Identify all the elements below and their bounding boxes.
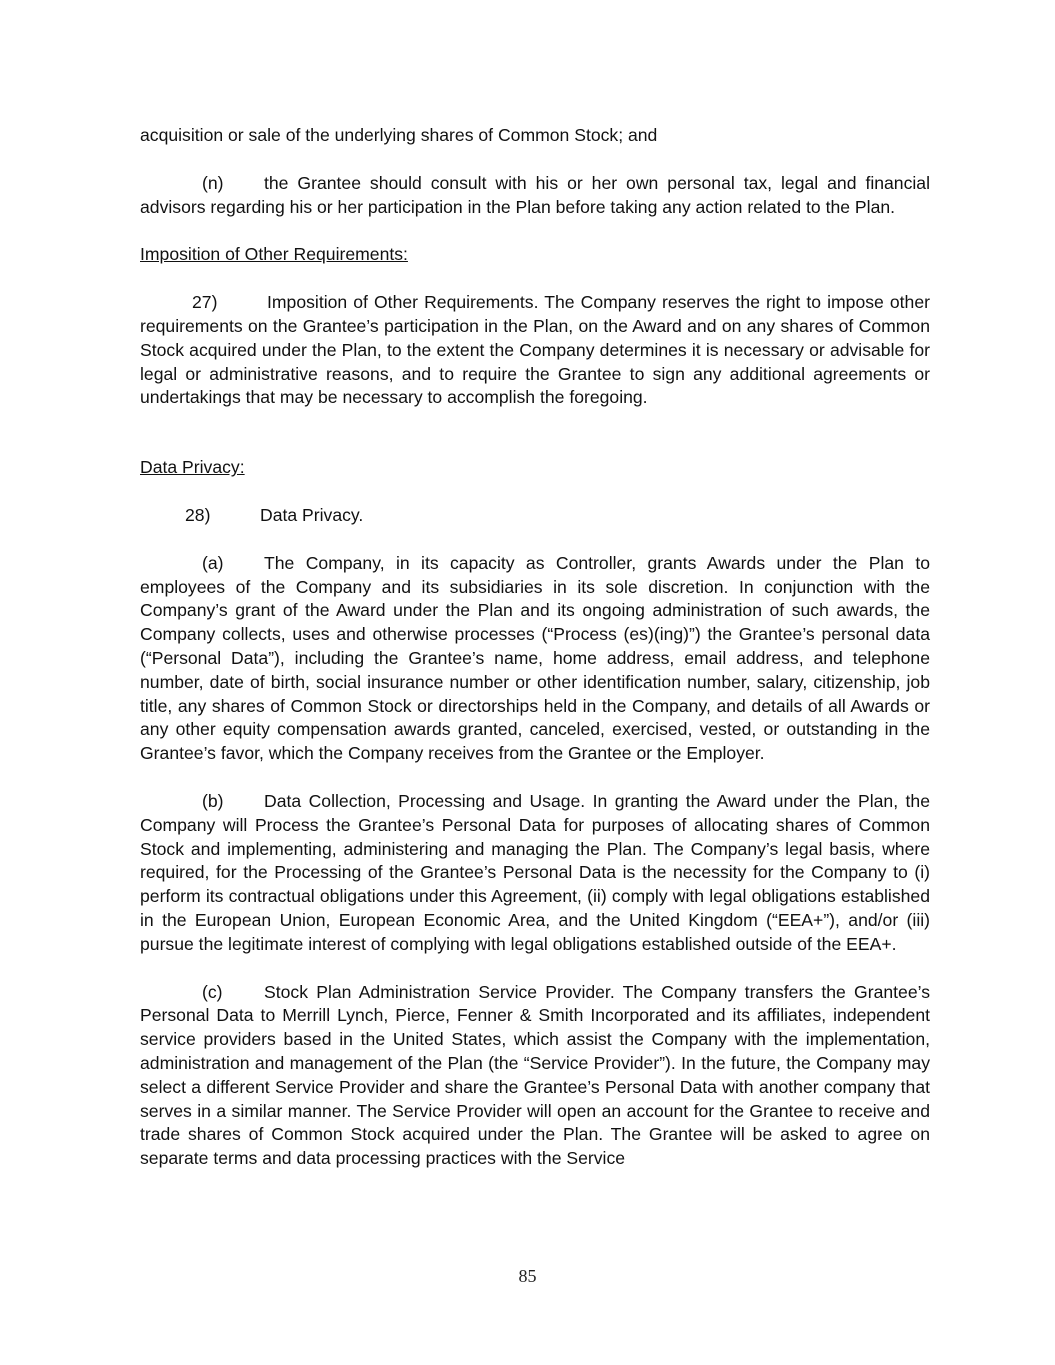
section-28 [140, 504, 930, 528]
paragraph-n-text: the Grantee should consult with his or her own personal tax, legal and financial advisors regarding his or her participation in the Plan before taking any action related to the Plan. [140, 172, 930, 217]
heading-data-privacy: Data Privacy: [140, 457, 245, 478]
paragraph-n [140, 172, 930, 220]
item-label-n: (n) [202, 172, 224, 193]
item-label-c: (c) [202, 981, 223, 1002]
paragraph-c [140, 981, 930, 1171]
heading-other-requirements: Imposition of Other Requirements: [140, 244, 408, 265]
document-body [140, 124, 930, 1195]
section-27 [140, 291, 930, 410]
section-27-text: Imposition of Other Requirements. The Company reserves the right to impose other requirements on the Grantee’s participation in the Plan, on the Award and on any shares of Common Stock acquired under the Plan, to the extent the Company determines it is necessary or advisable for legal or administrative reasons, and to require the Grantee to sign any additional agreements or undertakings that may be necessary to accomplish the foregoing. [140, 292, 930, 408]
paragraph-c-text: Stock Plan Administration Service Provider. The Company transfers the Grantee’s Personal Data to Merrill Lynch, Pierce, Fenner & Smith Incorporated and its affiliates, independent service providers based in the United States, which assist the Company with the implementation, administration and management of the Plan (the “Service Provider”). In the future, the Company may select a different Service Provider and share the Grantee’s Personal Data with another company that serves in a similar manner. The Service Provider will open an account for the Grantee to receive and trade shares of Common Stock acquired under the Plan. The Grantee will be asked to agree on separate terms and data processing practices with the Service [140, 981, 930, 1169]
section-28-label: 28) [185, 504, 211, 525]
paragraph-b-text: Data Collection, Processing and Usage. In granting the Award under the Plan, the Company will Process the Grantee’s Personal Data for purposes of allocating shares of Common Stock and implementing, administering and managing the Plan. The Company’s legal basis, where required, for the Processing of the Grantee’s Personal Data is the necessity for the Company to (i) perform its contractual obligations under this Agreement, (ii) comply with legal obligations established in the European Union, European Economic Area, and the United Kingdom (“EEA+”), and/or (iii) pursue the legitimate interest of complying with legal obligations established outside of the EEA+. [140, 790, 930, 954]
paragraph-a-text: The Company, in its capacity as Controller, grants Awards under the Plan to employees of the Company and its subsidiaries in its sole discretion. In conjunction with the Company’s grant of the Award under the Plan and its ongoing administration of such awards, the Company collects, uses and otherwise processes (“Process (es)(ing)”) the Grantee’s personal data (“Personal Data”), including the Grantee’s name, home address, email address, and telephone number, date of birth, social insurance number or other identification number, salary, citizenship, job title, any shares of Common Stock or directorships held in the Company, and details of all Awards or any other equity compensation awards granted, canceled, exercised, vested, or outstanding in the Grantee’s favor, which the Company receives from the Grantee or the Employer. [140, 552, 930, 764]
paragraph-m-continuation: acquisition or sale of the underlying shares of Common Stock; and [140, 125, 658, 145]
page-number: 85 [518, 1266, 537, 1286]
item-label-a: (a) [202, 552, 224, 573]
item-label-b: (b) [202, 790, 224, 811]
section-27-label: 27) [192, 292, 218, 313]
paragraph-b [140, 790, 930, 957]
paragraph-a [140, 552, 930, 766]
section-28-text: Data Privacy. [260, 504, 364, 525]
